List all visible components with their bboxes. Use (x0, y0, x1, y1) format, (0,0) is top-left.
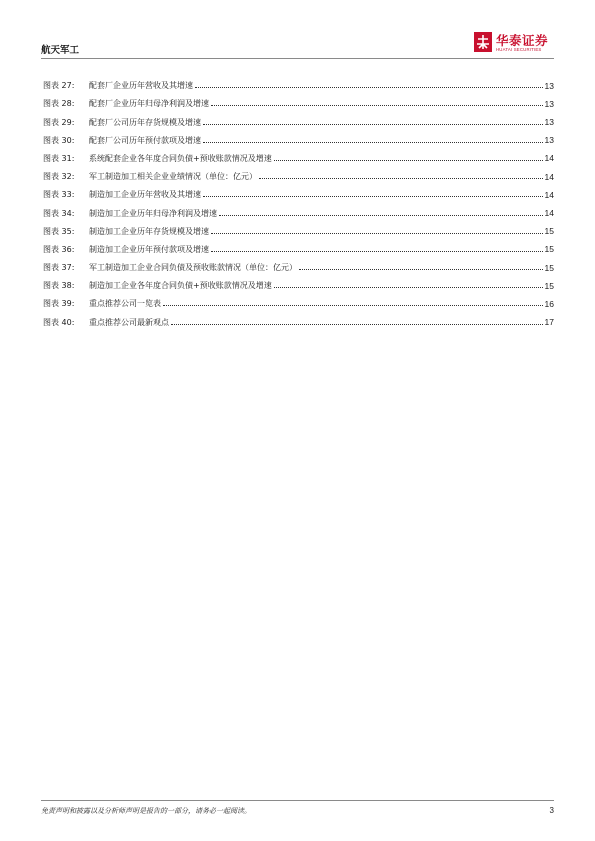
toc-entry[interactable] (43, 254, 554, 272)
toc-entry-title: 重点推荐公司一览表 (89, 299, 161, 309)
page-footer (41, 800, 554, 815)
toc-leader-dots (211, 250, 543, 252)
toc-entry-label: 图表 29: (43, 117, 75, 127)
toc-entry[interactable] (43, 199, 554, 217)
toc-leader-dots (163, 304, 543, 306)
toc-entry-label: 图表 27: (43, 81, 75, 91)
toc-entry[interactable] (43, 145, 554, 163)
toc-entry-title: 军工制造加工企业合同负债及预收账款情况（单位：亿元） (89, 263, 297, 273)
toc-entry-title: 军工制造加工相关企业业绩情况（单位：亿元） (89, 172, 257, 182)
toc-entry-label: 图表 31: (43, 153, 75, 163)
toc-entry-label: 图表 38: (43, 281, 75, 291)
toc-entry-label: 图表 33: (43, 190, 75, 200)
toc-leader-dots (274, 159, 543, 161)
toc-entry-label: 图表 35: (43, 226, 75, 236)
toc-entry-label: 图表 28: (43, 99, 75, 109)
toc-entry-title: 制造加工企业历年存货规模及增速 (89, 226, 209, 236)
toc-entry[interactable] (43, 108, 554, 126)
toc-entry-title: 配套厂企业历年营收及其增速 (89, 81, 193, 91)
toc-entry-page: 15 (544, 262, 554, 273)
toc-entry-page: 14 (544, 171, 554, 182)
toc-entry[interactable] (43, 127, 554, 145)
page-header (41, 0, 554, 59)
toc-entry-label: 图表 32: (43, 172, 75, 182)
toc-leader-dots (203, 195, 543, 197)
toc-leader-dots (203, 123, 543, 125)
toc-leader-dots (219, 214, 543, 216)
toc-entry-label: 图表 36: (43, 244, 75, 254)
toc-entry-title: 制造加工企业历年归母净利润及增速 (89, 208, 217, 218)
toc-entry-title: 系统配套企业各年度合同负债+预收账款情况及增速 (89, 153, 272, 163)
toc-entry-label: 图表 30: (43, 135, 75, 145)
toc-entry[interactable] (43, 308, 554, 326)
toc-entry-title: 配套厂企业历年归母净利润及增速 (89, 99, 209, 109)
toc-entry-page: 15 (544, 226, 554, 237)
toc-leader-dots (171, 323, 543, 325)
huatai-logo-icon (474, 32, 492, 52)
toc-leader-dots (195, 86, 543, 88)
disclaimer-text: 免责声明和披露以及分析师声明是报告的一部分，请务必一起阅读。 (41, 807, 251, 815)
section-title: 航天军工 (41, 45, 80, 56)
toc-entry-title: 制造加工企业历年营收及其增速 (89, 190, 201, 200)
toc-entry[interactable] (43, 90, 554, 108)
page-number: 3 (549, 806, 554, 815)
huatai-logo (474, 31, 554, 55)
toc-entry[interactable] (43, 163, 554, 181)
toc-entry-page: 15 (544, 244, 554, 255)
toc-leader-dots (203, 141, 543, 143)
toc-entry-label: 图表 34: (43, 208, 75, 218)
toc-entry[interactable] (43, 72, 554, 90)
toc-entry-title: 制造加工企业各年度合同负债+预收账款情况及增速 (89, 281, 272, 291)
toc-entry[interactable] (43, 218, 554, 236)
toc-entry-page: 14 (544, 153, 554, 164)
toc-entry-page: 15 (544, 280, 554, 291)
toc-entry-page: 16 (544, 298, 554, 309)
toc-entry[interactable] (43, 236, 554, 254)
toc-entry-page: 14 (544, 189, 554, 200)
toc-entry-title: 制造加工企业历年预付款项及增速 (89, 244, 209, 254)
logo-english-text: HUATAI SECURITIES (496, 47, 542, 52)
logo-chinese-text: 华泰证券 (496, 33, 549, 48)
toc-entry-page: 17 (544, 317, 554, 328)
toc-entry[interactable] (43, 181, 554, 199)
toc-leader-dots (274, 286, 543, 288)
toc-entry-page: 13 (544, 135, 554, 146)
toc-leader-dots (211, 104, 543, 106)
toc-entry-title: 重点推荐公司最新观点 (89, 317, 169, 327)
toc-entry[interactable] (43, 290, 554, 308)
figure-list (43, 72, 554, 327)
toc-leader-dots (299, 268, 543, 270)
toc-entry-label: 图表 39: (43, 299, 75, 309)
toc-entry-page: 13 (544, 117, 554, 128)
toc-entry[interactable] (43, 272, 554, 290)
toc-entry-title: 配套厂公司历年预付款项及增速 (89, 135, 201, 145)
toc-entry-page: 13 (544, 98, 554, 109)
toc-entry-page: 14 (544, 208, 554, 218)
toc-entry-label: 图表 40: (43, 317, 75, 327)
toc-entry-title: 配套厂公司历年存货规模及增速 (89, 117, 201, 127)
toc-entry-page: 13 (544, 80, 554, 91)
toc-leader-dots (211, 232, 543, 234)
toc-leader-dots (259, 177, 543, 179)
toc-entry-label: 图表 37: (43, 263, 75, 273)
